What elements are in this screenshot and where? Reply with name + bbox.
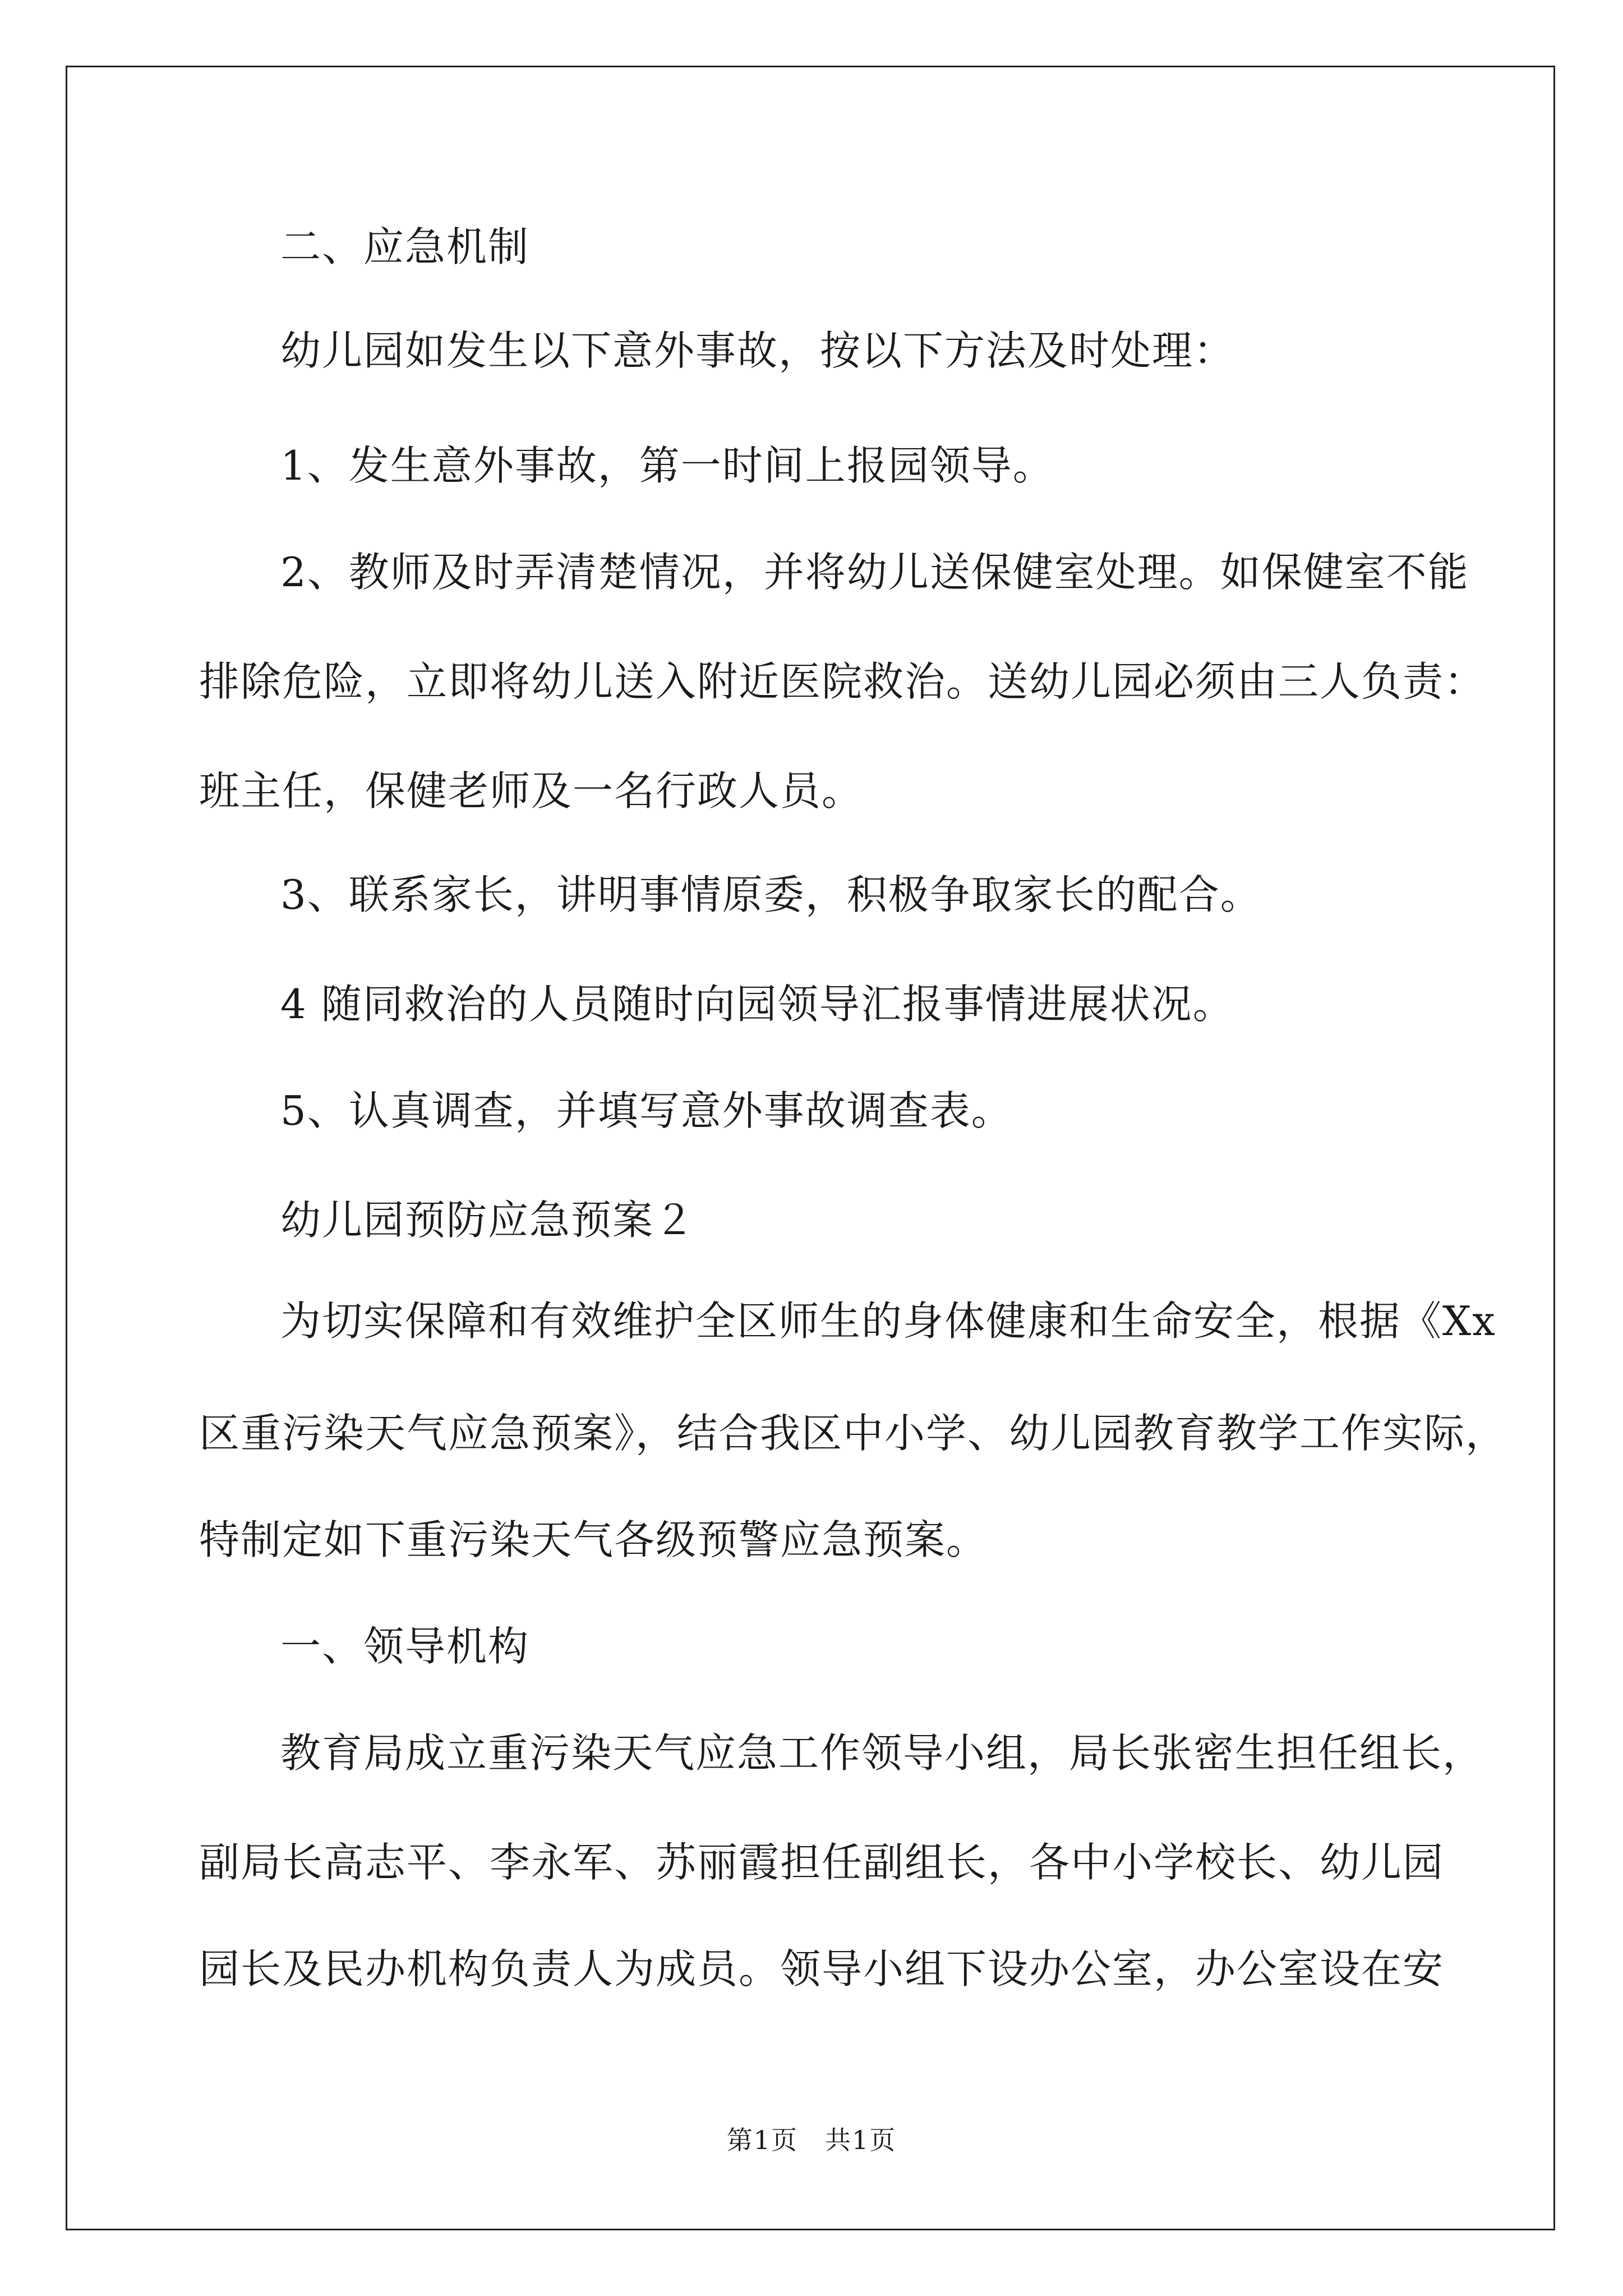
paragraph-line: 教育局成立重污染天气应急工作领导小组，局长张密生担任组长， [280,1729,1484,1777]
paragraph-line: 为切实保障和有效维护全区师生的身体健康和生命安全，根据《Xx [280,1297,1496,1345]
paragraph-line: 1、发生意外事故，第一时间上报园领导。 [280,442,1054,489]
section-heading: 幼儿园预防应急预案２ [280,1197,696,1244]
paragraph-line: 4 随同救治的人员随时向园领导汇报事情进展状况。 [280,981,1234,1028]
paragraph-line: 排除危险，立即将幼儿送入附近医院救治。送幼儿园必须由三人负责： [199,658,1486,705]
paragraph-line: 副局长高志平、李永军、苏丽霞担任副组长，各中小学校长、幼儿园 [199,1839,1445,1886]
paragraph-line: 5、认真调查，并填写意外事故调查表。 [280,1087,1013,1134]
section-heading: 一、领导机构 [280,1623,530,1670]
paragraph-line: 区重污染天气应急预案》，结合我区中小学、幼儿园教育教学工作实际， [199,1410,1507,1457]
page-border [66,66,1555,2230]
paragraph-line: 特制定如下重污染天气各级预警应急预案。 [199,1516,988,1563]
paragraph-line: 班主任，保健老师及一名行政人员。 [199,767,864,815]
paragraph-line: 园长及民办机构负责人为成员。领导小组下设办公室，办公室设在安 [199,1945,1445,1993]
page-number: 第1页 共1页 [726,2125,897,2155]
paragraph-line: 幼儿园如发生以下意外事故，按以下方法及时处理： [280,327,1235,374]
paragraph-line: 3、联系家长，讲明事情原委，积极争取家长的配合。 [280,871,1262,918]
paragraph-line: 2、教师及时弄清楚情况，并将幼儿送保健室处理。如保健室不能 [280,549,1469,596]
section-heading: 二、应急机制 [280,223,530,270]
